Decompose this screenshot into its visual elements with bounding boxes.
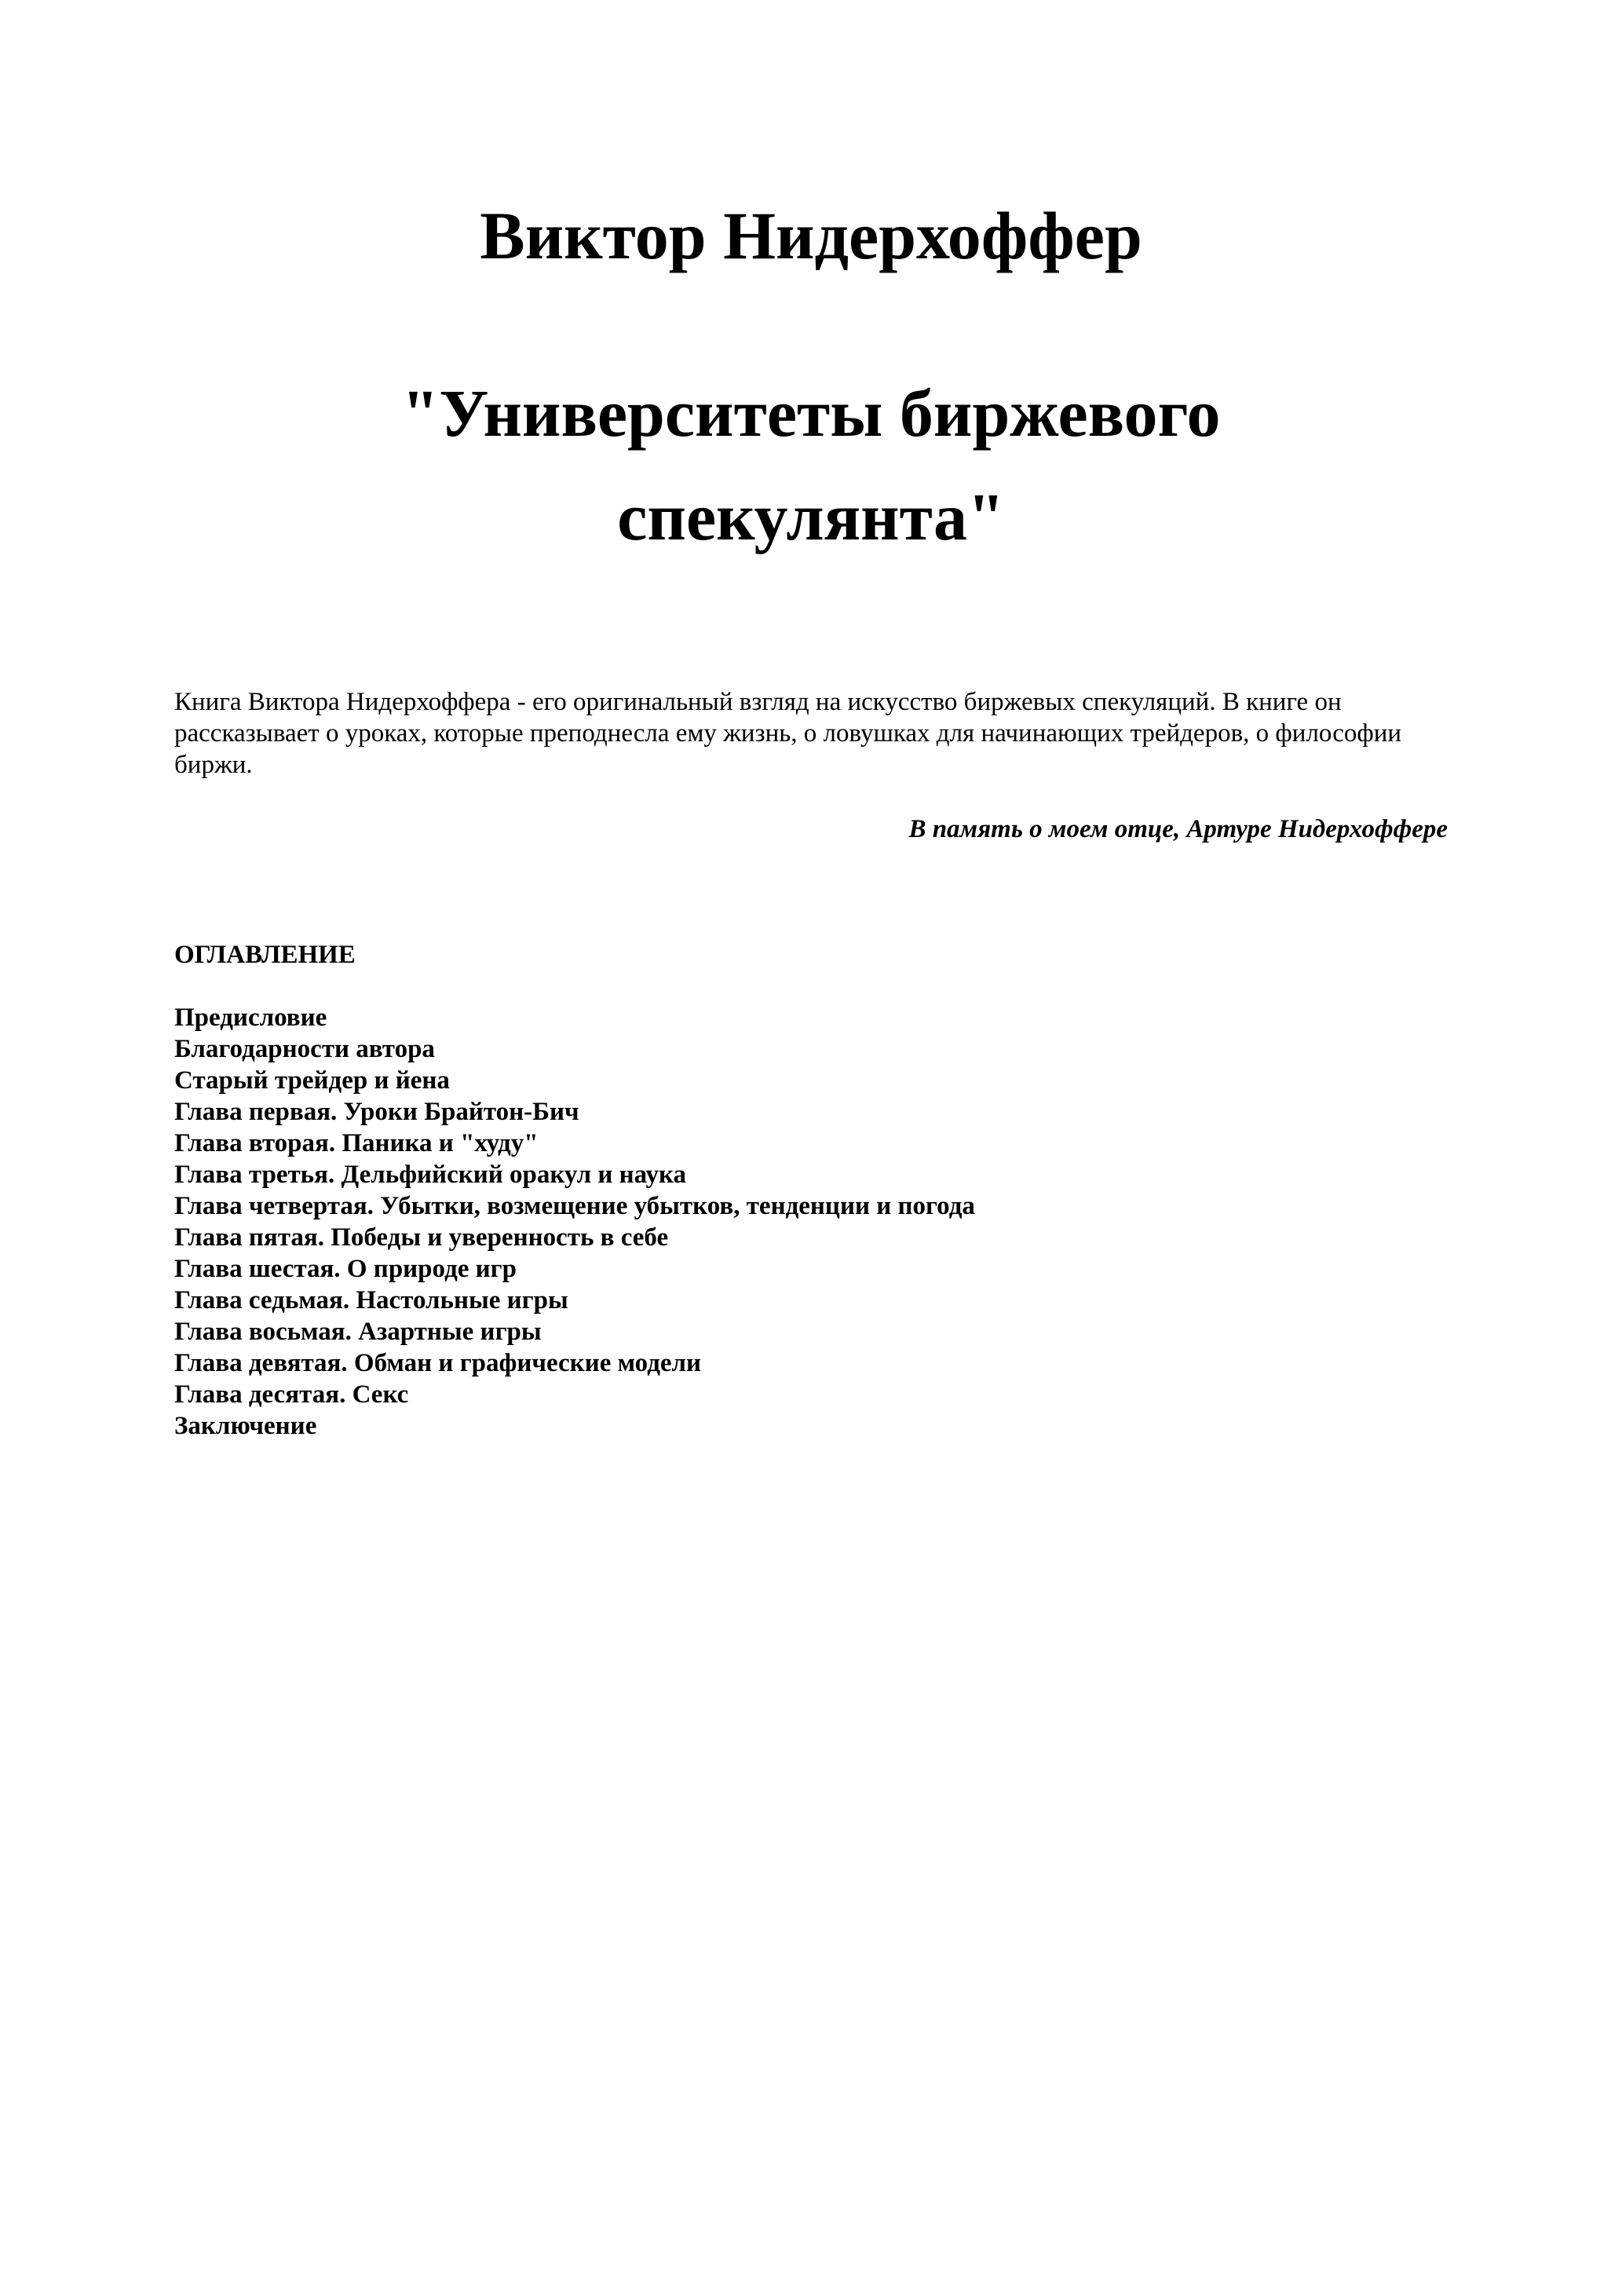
toc-item-acknowledgments[interactable]: Благодарности автора	[174, 1035, 435, 1063]
dedication: В память о моем отце, Артуре Нидерхоффере	[908, 815, 1448, 843]
book-title-line-2: спекулянта"	[617, 479, 1005, 554]
toc-item-chapter-6[interactable]: Глава шестая. О природе игр	[174, 1255, 517, 1283]
book-annotation: Книга Виктора Нидерхоффера - его оригинальный взгляд на искусство биржевых спекуляций. В книге он рассказывает о уроках, которые преподнесла ему жизнь, о ловушках для начинающих трейдеров, о философии биржи.	[174, 688, 1402, 779]
toc-item-old-trader-and-yen[interactable]: Старый трейдер и йена	[174, 1066, 450, 1095]
toc-item-chapter-9[interactable]: Глава девятая. Обман и графические модели	[174, 1349, 702, 1377]
toc-item-chapter-4[interactable]: Глава четвертая. Убытки, возмещение убытков, тенденции и погода	[174, 1192, 975, 1220]
toc-item-chapter-1[interactable]: Глава первая. Уроки Брайтон-Бич	[174, 1098, 579, 1126]
toc-item-conclusion[interactable]: Заключение	[174, 1412, 317, 1440]
toc-item-chapter-7[interactable]: Глава седьмая. Настольные игры	[174, 1286, 568, 1314]
toc-item-chapter-10[interactable]: Глава десятая. Секс	[174, 1380, 409, 1409]
toc-item-chapter-8[interactable]: Глава восьмая. Азартные игры	[174, 1318, 542, 1346]
table-of-contents	[174, 1002, 975, 1442]
author-name: Виктор Нидерхоффер	[480, 198, 1142, 273]
toc-item-chapter-5[interactable]: Глава пятая. Победы и уверенность в себе	[174, 1223, 669, 1252]
toc-item-preface[interactable]: Предисловие	[174, 1004, 327, 1032]
toc-item-chapter-3[interactable]: Глава третья. Дельфийский оракул и наука	[174, 1161, 686, 1189]
toc-heading: ОГЛАВЛЕНИЕ	[174, 941, 356, 969]
toc-item-chapter-2[interactable]: Глава вторая. Паника и "худу"	[174, 1129, 539, 1157]
book-title	[0, 361, 1622, 569]
book-title-line-1: "Университеты биржевого	[401, 375, 1221, 451]
